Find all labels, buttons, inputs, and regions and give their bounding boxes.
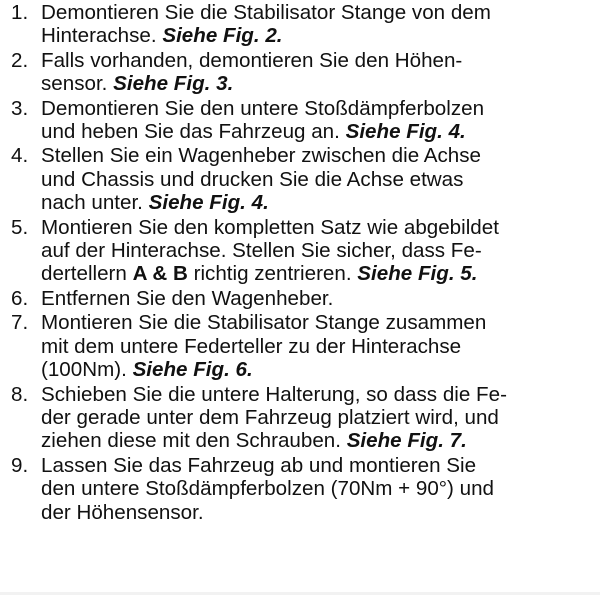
step-text: Stellen Sie ein Wagenheber zwischen die Achse	[41, 144, 481, 168]
step-text: Entfernen Sie den Wagenheber.	[41, 286, 334, 310]
step-text: dertellern	[41, 262, 133, 286]
step-6	[11, 287, 596, 310]
figure-reference: Siehe Fig. 2.	[162, 24, 283, 48]
part-label: A & B	[132, 262, 188, 286]
step-text: der Höhensensor.	[41, 500, 204, 524]
step-text: Falls vorhanden, demontieren Sie den Höhen-	[41, 48, 463, 72]
step-text: Lassen Sie das Fahrzeug ab und montieren Sie	[41, 453, 477, 477]
step-4	[11, 144, 596, 214]
step-5	[11, 216, 596, 286]
step-text: Demontieren Sie die Stabilisator Stange von dem	[41, 1, 491, 24]
figure-reference: Siehe Fig. 5.	[357, 262, 478, 286]
step-7	[11, 311, 596, 381]
step-8	[11, 383, 596, 453]
step-number: 3.	[11, 96, 29, 120]
step-text: Montieren Sie die Stabilisator Stange zusammen	[41, 311, 487, 335]
step-text: und Chassis und drucken Sie die Achse etwas	[41, 167, 464, 191]
figure-reference: Siehe Fig. 3.	[113, 72, 234, 96]
step-text: Schieben Sie die untere Halterung, so dass die Fe-	[41, 382, 507, 406]
step-number: 2.	[11, 48, 29, 72]
step-text: Hinterachse.	[41, 24, 157, 48]
step-9	[11, 454, 596, 524]
step-text: den untere Stoßdämpferbolzen (70Nm + 90°) und	[41, 477, 494, 501]
instruction-list	[11, 1, 596, 525]
step-number: 7.	[11, 311, 29, 335]
figure-reference: Siehe Fig. 4.	[345, 120, 466, 144]
step-text: der gerade unter dem Fahrzeug platziert wird, und	[41, 405, 499, 429]
step-number: 1.	[11, 1, 29, 24]
figure-reference: Siehe Fig. 7.	[346, 429, 467, 453]
step-text: mit dem untere Federteller zu der Hinterachse	[41, 334, 462, 358]
step-text: auf der Hinterachse. Stellen Sie sicher, dass Fe-	[41, 239, 482, 263]
step-text: ziehen diese mit den Schrauben.	[41, 429, 341, 453]
step-number: 4.	[11, 144, 29, 168]
step-text: richtig zentrieren.	[187, 262, 352, 286]
figure-reference: Siehe Fig. 6.	[132, 358, 253, 382]
step-text: sensor.	[41, 72, 108, 96]
step-number: 8.	[11, 382, 29, 406]
step-text: (100Nm).	[41, 358, 127, 382]
step-3	[11, 97, 596, 144]
step-2	[11, 49, 596, 96]
step-number: 5.	[11, 215, 29, 239]
step-text: Montieren Sie den kompletten Satz wie abgebildet	[41, 215, 499, 239]
step-text: und heben Sie das Fahrzeug an.	[41, 120, 340, 144]
step-text: nach unter.	[41, 191, 143, 215]
figure-reference: Siehe Fig. 4.	[148, 191, 269, 215]
step-number: 9.	[11, 453, 29, 477]
step-1	[11, 1, 596, 48]
step-number: 6.	[11, 286, 29, 310]
step-text: Demontieren Sie den untere Stoßdämpferbolzen	[41, 96, 485, 120]
